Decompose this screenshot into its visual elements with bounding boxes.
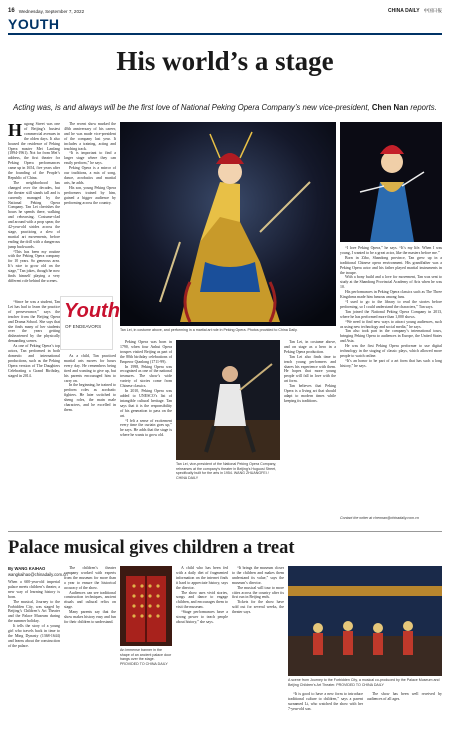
paragraph: “We need to find new ways to attract young audiences, such as using new technology and social media,” he says. <box>340 319 442 329</box>
paragraph: When a 600-year-old imperial palace meets children’s theater, a new way of learning history is born. <box>8 580 60 599</box>
paragraph: “It brings the museum closer to the children and makes them understand its value,” says the museum’s director. <box>232 566 284 585</box>
musical-scene-illustration <box>288 566 442 676</box>
paragraph: He was the first Peking Opera performer to use digital technology in the staging of classic plays, which allowed more people to watch online. <box>340 344 442 358</box>
photo-caption-top: Tan Lei, in costume above, and performing in a martial art role in Peking Opera. Photos provided to China Daily. <box>120 328 298 332</box>
article-column-5 <box>340 246 442 516</box>
deck-author: Chen Nan <box>371 103 409 112</box>
brand-name: CHINA DAILY <box>388 8 420 14</box>
paragraph: The show has been well received by audiences of all ages. <box>367 692 442 701</box>
article-column-2b <box>64 354 116 522</box>
contact-line: Contact the writer at chennan@chinadaily.com.cn <box>340 516 419 520</box>
paragraph: Tan Lei also finds time to teach young performers and shares his experience with them. He hopes that more young people will fall in love with the art form. <box>284 354 336 384</box>
paragraph: His son, young Peking Opera performers trained by him, gained a bigger audience by performing across the country. <box>64 185 116 205</box>
paragraph: The recent show marked the 40th anniversary of his career, and he was made vice-president of the company last year. It includes a training, acting and teaching track. <box>64 122 116 151</box>
stage-photo-illustration <box>120 122 336 326</box>
paragraph: The musical will tour to more cities across the country after its first run in Beijing ends. <box>232 585 284 600</box>
story2-column-5 <box>288 692 442 740</box>
article-column-1b <box>8 300 60 522</box>
headline: His world’s a stage <box>116 46 334 76</box>
paragraph: “It is important to find a larger stage where they can easily perform,” he says. <box>64 151 116 166</box>
article-column-4 <box>284 340 336 522</box>
musical-scene-photo <box>288 566 442 676</box>
paragraph: The musical, Journey to the Forbidden City, was staged by Beijing’s Children’s Art Theater and the Palace Museum during the summer holiday. <box>8 599 60 624</box>
paragraph: “Stage performances have a strong power to teach people about history,” she says. <box>176 610 228 624</box>
paragraph: The show uses vivid stories, songs and dance to engage children, and encourages them to visit the museum. <box>176 590 228 610</box>
paragraph: Tan Lei, in costume above, and on stage as a hero in a Peking Opera production. <box>284 340 336 354</box>
story2-column-1 <box>8 580 60 740</box>
paragraph: “This has been my routine with the Peking Opera company for 10 years. So generous area. It’s nice to grow old on the stage,” Tan jokes, though he now finds himself playing a very different role behind the scenes. <box>8 249 60 283</box>
byline: By WANG KAIHAO <box>8 566 46 571</box>
paragraph: Tickets for the show have sold out for several weeks, the theater says. <box>232 600 284 615</box>
masthead <box>8 6 442 16</box>
paragraph: In 1998, Peking Opera was recognized as one of the national treasures. The show’s wide variety of stories come from Chinese classics. <box>120 364 172 389</box>
performer-photo <box>340 122 442 242</box>
drop-cap: H <box>8 122 23 140</box>
rehearsal-photo <box>176 340 280 460</box>
article-column-3 <box>120 340 172 522</box>
youth-logo-box <box>60 296 120 350</box>
rehearsal-photo-illustration <box>176 340 280 460</box>
story2-column-4 <box>232 566 284 740</box>
paragraph: ugong Street was one of Beijing’s busiest commercial avenues in the olden days. It also housed the residence of Peking Opera master Mei Lanfang (1894-1961). Not far from Mei’s address, the first theater for Peking Opera performances came up in 1654, five years after the founding of the People’s Republic of China. <box>8 122 60 180</box>
paragraph: Audiences can see traditional construction techniques, ancient rituals and cultural relics on stage. <box>64 590 116 610</box>
story2-column-3 <box>176 566 228 740</box>
page-number: 16 <box>8 8 15 14</box>
paragraph: In 2010, Peking Opera was added to UNESCO’s list of intangible cultural heritage. Tan says that it is the responsibility of his generation to pass on the art. <box>120 389 172 418</box>
stage-photo <box>120 122 336 326</box>
article-column-2 <box>64 122 116 294</box>
paragraph: Peking Opera is a mirror of our traditions, a mix of song, dance, acrobatics and martial arts, he adds. <box>64 166 116 185</box>
musical-photo-caption: A scene from Journey to the Forbidden City, a musical co-produced by the Palace Museum and Beijing Children’s Art Theater. PROVIDED TO CHINA DAILY <box>288 678 440 687</box>
paragraph: “I love Peking Opera,” he says. “It’s my life. When I was young, I wanted to be a great actor, like the masters before me.” <box>340 246 442 255</box>
paragraph: “It is good to have a new form to introduce traditional culture to children,” says a parent surnamed Li, who watched the show with her 7-year-old son. <box>288 692 363 711</box>
paragraph: As one of Peking Opera’s top actors, Tan performed in both domestic and international productions, such as the Peking Opera version of The Daughters Celebrating a Grand Birthday, staged in 2014. <box>8 344 60 378</box>
paragraph: With a bony build and a love for movement, Tan was sent to study at the Shandong Provincial Academy of Arts when he was 10. <box>340 275 442 290</box>
palace-door-illustration <box>120 566 172 646</box>
paragraph: Tan believes that Peking Opera is a living art that should adapt to modern times while keeping its traditions. <box>284 384 336 403</box>
paragraph: Tan also took part in the company’s international tours, bringing Peking Opera to audiences in Europe, the United States and Asia. <box>340 329 442 344</box>
story2-column-2 <box>64 566 116 740</box>
issue-date: Wednesday, September 7, 2022 <box>18 8 85 14</box>
paragraph: “I used to go to the library to read the stories before performing, so I could understand the characters,” Tan says. <box>340 299 442 309</box>
paragraph: “Since he was a student, Tan Lei has had to learn the practice of perseverance,” says the teacher from the Beijing Opera and Drama School. She says that she finds many of her students over the years getting disheartened by the physically demanding scenes. <box>8 300 60 344</box>
palace-door-photo <box>120 566 172 646</box>
paragraph: As a child, Tan practiced martial arts moves for hours every day. He remembers being tired and wanting to give up, but his parents encouraged him to carry on. <box>64 354 116 383</box>
paragraph: Many parents say that the show makes history easy and fun for their children to understand. <box>64 610 116 624</box>
section-rule <box>8 33 442 35</box>
paragraph: The neighborhood has changed over the decades, but the theater still stands tall and is currently managed by the National Peking Opera Company. Tan Lei cherishes the hours he spends there, walking and rehearsing. Costume-clad and around with a prop spear, the 42-year-old strides across the stage, practicing a slew of martial art movements, before ending the drill with a dangerous jump backwards. <box>8 180 60 249</box>
deck <box>10 103 440 112</box>
paragraph: It tells the story of a young girl who travels back in time to the Ming Dynasty (1368-1644) and learns about the construction of the palace. <box>8 624 60 648</box>
section-title: YOUTH <box>8 16 60 32</box>
youth-logo-sub: OF ENDEAVORS <box>65 324 102 329</box>
headline-2: Palace musical gives children a treat <box>8 538 295 558</box>
photo-caption-bottom: Tan Lei, vice-president of the National Peking Opera Company, rehearses at the company’s theater in Beijing’s Huguosi Street, specifically built for the arts in 1954. WANG ZHUANGFEI / CHINA DAILY <box>176 462 277 480</box>
paragraph: “I felt a sense of excitement every time the curtain goes up,” he says. He adds that the stage is where he wants to grow old. <box>120 418 172 438</box>
youth-logo: Youth <box>64 300 120 322</box>
performer-photo-illustration <box>340 122 442 242</box>
paragraph: Peking Opera was born in 1790, when four Anhui Opera troupes visited Beijing as part of the 80th birthday celebrations of Emperor Qianlong (1711-99). <box>120 340 172 364</box>
deck-end: reports. <box>410 103 437 112</box>
article-column-1 <box>8 122 60 297</box>
byline-email: wangkaihao@chinadaily.com.cn <box>8 572 68 577</box>
paragraph: A child who has been fed with a daily diet of fragmented information on the internet finds it hard to appreciate history, says the director. <box>176 566 228 590</box>
deck-text: Acting was, is and always will be the first love of National Peking Opera Company’s new vice-president, <box>13 103 370 112</box>
paragraph: In the beginning, he trained to perform roles as acrobatic fighters. He later switched to sheng roles, the main male characters, and he excelled in them. <box>64 383 116 412</box>
paragraph: Tan joined the National Peking Opera Company in 2013, where he has performed more than 1,000 shows. <box>340 309 442 319</box>
palace-photo-caption: An immense banner in the shape of an ancient palace door hangs over the stage. PROVIDED TO CHINA DAILY <box>120 648 172 666</box>
paragraph: His performances in Peking Opera classics such as The Three Kingdoms made him famous among fans. <box>340 290 442 300</box>
story-divider <box>8 531 442 532</box>
brand-name-cn: 中国日报 <box>423 8 442 13</box>
paragraph: “It’s an honor to be part of a art form that has such a long history,” he says. <box>340 358 442 368</box>
paragraph: Born in Zibo, Shandong province, Tan grew up in a traditional Chinese opera environment. His grandfather was a Peking Opera actor and his father played martial instruments in the troupe. <box>340 255 442 275</box>
paragraph: The children’s theater company worked with experts from the museum for more than a year to ensure the historical accuracy of the show. <box>64 566 116 590</box>
